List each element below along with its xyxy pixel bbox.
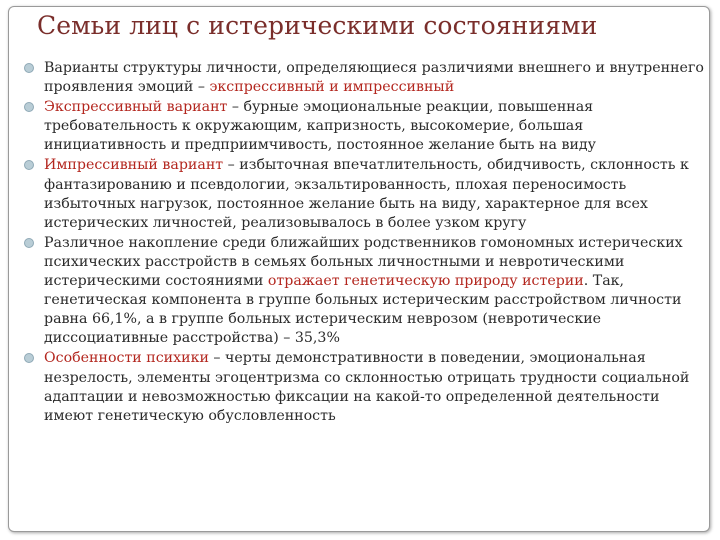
item-highlight: Особенности психики [44,350,209,367]
list-item [22,234,706,349]
item-text: – избыточная впечатлительность, обидчивость, склонность к фантазированию и псевдологии, экзальтированность, плохая переносимость избыточных нагрузок, постоянное желание быть на виду, характерное для всех истерических личностей, реализовывалось в более узком кругу [44,157,689,231]
item-highlight: отражает генетическую природу истерии [267,273,584,290]
item-text: Различное накопление среди ближайших родственников гомономных истерических психических расстройств в семьях больных личностными и невротическими истерическими состояниями [44,234,683,290]
item-text: . Так, генетическая компонента в группе больных истерическим расстройством личности равна 66,1%, а в группе больных истерическим неврозом (невротические диссоциативные расстройства) – 35,3% [44,273,682,347]
list-item [22,59,706,97]
bullet-icon [24,353,34,363]
bullet-icon [24,160,34,170]
bullet-icon [24,63,34,73]
slide [8,6,710,532]
list-item [22,349,706,425]
item-highlight: Экспрессивный вариант [44,99,228,116]
item-highlight: экспрессивный и импрессивный [209,79,455,96]
slide-title: Семьи лиц с истерическими состояниями [37,11,598,40]
list-item [22,156,706,232]
item-highlight: Импрессивный вариант [44,157,224,174]
item-text: Варианты структуры личности, определяющиеся различиями внешнего и внутреннего проявления эмоций – [44,60,704,96]
item-text: – бурные эмоциональные реакции, повышенная требовательность к окружающим, капризность, высокомерие, большая инициативность и предприимчивость, постоянное желание быть на виду [44,99,596,154]
bullet-list [22,59,706,427]
item-text: – черты демонстративности в поведении, эмоциональная незрелость, элементы эгоцентризма со склонностью отрицать трудности социальной адаптации и невозможностью фиксации на какой-то определенной деятельности имеют генетическую обусловленность [44,350,690,424]
list-item [22,98,706,155]
bullet-icon [24,102,34,112]
bullet-icon [24,238,34,248]
